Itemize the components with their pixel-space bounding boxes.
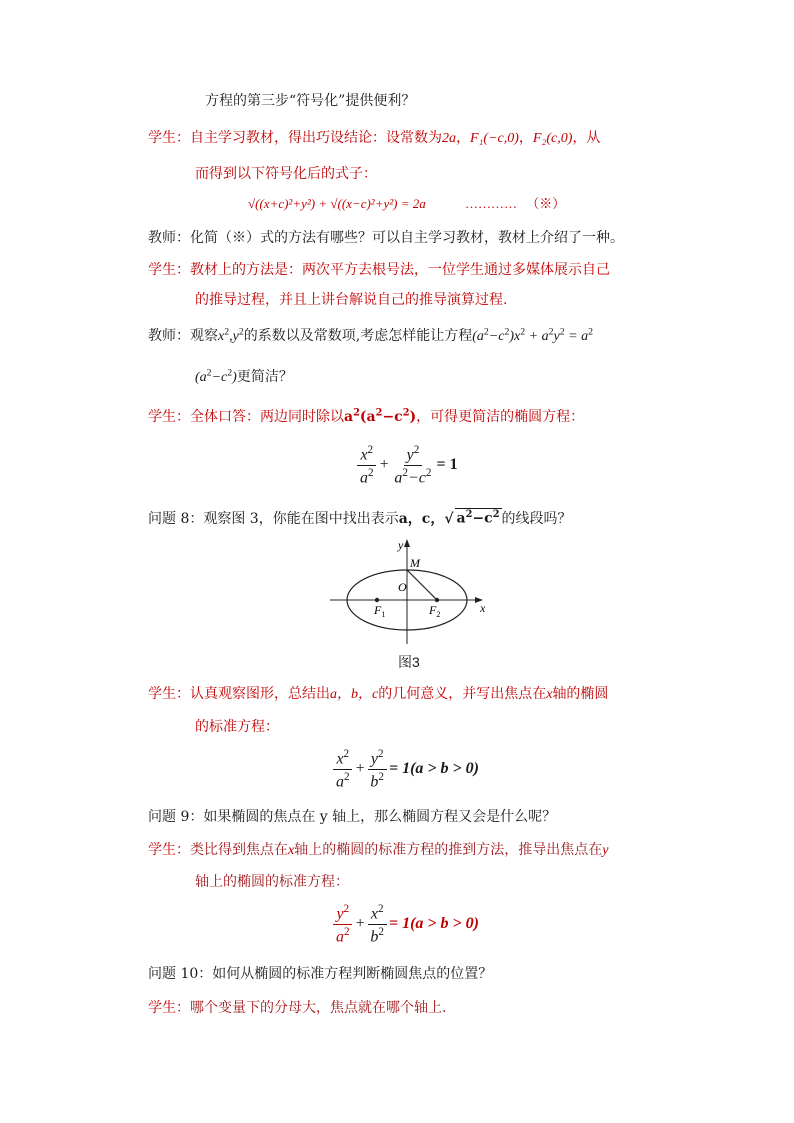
dialog-text-tail: ，从 bbox=[572, 130, 601, 146]
dialog-block-7-line2: 轴上的椭圆的标准方程： bbox=[195, 874, 349, 890]
dialog-text: 认真观察图形，总结出 bbox=[190, 686, 330, 702]
separator: ， bbox=[518, 130, 533, 146]
label-x: x bbox=[480, 601, 486, 615]
dialog-block-3-line2: 的推导过程，并且上讲台解说自己的推导演算过程. bbox=[195, 292, 508, 308]
speaker-label: 学生 bbox=[148, 842, 176, 858]
dialog-block-6: 学生：认真观察图形，总结出a，b，c的几何意义，并写出焦点在x轴的椭圆 bbox=[148, 686, 609, 702]
label-f2: $F_2$ bbox=[429, 603, 441, 619]
speaker-label: 学生 bbox=[148, 686, 176, 702]
dialog-block-1: 学生：自主学习教材，得出巧设结论：设常数为2a，F₁(−c,0)，F₂(c,0)，从 bbox=[148, 130, 601, 146]
dialog-text: 类比得到焦点在 bbox=[190, 842, 288, 858]
math-x: x bbox=[288, 843, 295, 858]
label-o: O bbox=[398, 580, 407, 594]
y-axis-arrow bbox=[404, 539, 410, 547]
question-vars: a，c， bbox=[398, 511, 445, 527]
equation-star-expr: √((x+c)²+y²) + √((x−c)²+y²) = 2a bbox=[248, 196, 426, 211]
math-y: y bbox=[602, 843, 609, 858]
speaker-label: 学生 bbox=[148, 262, 176, 278]
equation-rhs: = 1(a > b > 0) bbox=[388, 915, 479, 933]
segment-m-f2 bbox=[407, 570, 437, 600]
label-y: y bbox=[398, 538, 404, 552]
equation-standard-x: $\frac{x^2}{a^2}$ + $\frac{y^2}{b^2}$ = 1(a > b > 0) bbox=[331, 748, 479, 791]
question-9: 问题 9：如果椭圆的焦点在 y 轴上，那么椭圆方程又会是什么呢？ bbox=[148, 809, 557, 825]
question-8 bbox=[148, 508, 572, 528]
equation-standard-y: $\frac{y^2}{a^2}$ + $\frac{x^2}{b^2}$ = 1(a > b > 0) bbox=[331, 903, 479, 946]
equation-dots: ………… bbox=[465, 196, 517, 211]
math-2a: 2a bbox=[442, 131, 456, 146]
dialog-text: 的系数以及常数项,考虑怎样能让方程 bbox=[243, 328, 473, 344]
dialog-block-4: 教师：观察$x^2,y^2$的系数以及常数项,考虑怎样能让方程$(a^2-c^2)x^2 + a^2y^2 = a^2$ bbox=[148, 326, 593, 344]
dialog-block-1-line2: 而得到以下符号化后的式子： bbox=[195, 166, 377, 182]
dialog-text: 全体口答：两边同时除以 bbox=[190, 409, 344, 425]
dialog-block-6-line2: 的标准方程： bbox=[195, 719, 279, 735]
math-equation-long: $(a^2-c^2)x^2 + a^2y^2 = a^2$ bbox=[472, 326, 593, 344]
dialog-text: 自主学习教材，得出巧设结论：设常数为 bbox=[190, 130, 442, 146]
intro-line: 方程的第三步“符号化”提供便利？ bbox=[205, 93, 416, 109]
math-divisor: $a^2(a^2-c^2)$ bbox=[344, 407, 417, 425]
dialog-block-5: 学生：全体口答：两边同时除以$a^2(a^2-c^2)$，可得更简洁的椭圆方程： bbox=[148, 407, 585, 425]
dialog-text: 教材上的方法是：两次平方去根号法，一位学生通过多媒体展示自己 bbox=[190, 262, 610, 278]
question-text: 的线段吗？ bbox=[501, 511, 572, 527]
dialog-text: 化简（※）式的方法有哪些？可以自主学习教材，教材上介绍了一种。 bbox=[190, 230, 624, 246]
dialog-block-2: 教师：化简（※）式的方法有哪些？可以自主学习教材，教材上介绍了一种。 bbox=[148, 230, 624, 246]
speaker-label: 教师 bbox=[148, 230, 176, 246]
focus-f2-point bbox=[435, 598, 439, 602]
equation-star bbox=[248, 193, 565, 212]
equation-rhs: = 1(a > b > 0) bbox=[388, 760, 479, 778]
dialog-block-3: 学生：教材上的方法是：两次平方去根号法，一位学生通过多媒体展示自己 bbox=[148, 262, 610, 278]
speaker-label: 学生 bbox=[148, 1000, 176, 1016]
dialog-text: ，可得更简洁的椭圆方程： bbox=[416, 409, 585, 425]
dialog-text: 哪个变量下的分母大，焦点就在哪个轴上. bbox=[190, 1000, 447, 1016]
ellipse-figure bbox=[325, 532, 495, 650]
math-sqrt-a2-c2: √ $a^2-c^2$ bbox=[444, 509, 500, 527]
speaker-label: 教师 bbox=[148, 328, 176, 344]
dialog-text: 观察 bbox=[190, 328, 218, 344]
speaker-label: 学生 bbox=[148, 130, 176, 146]
dialog-text: 轴的椭圆 bbox=[552, 686, 609, 702]
equation-mark: （※） bbox=[526, 196, 566, 211]
focus-f1-point bbox=[375, 598, 379, 602]
dialog-block-8: 学生：哪个变量下的分母大，焦点就在哪个轴上. bbox=[148, 1000, 447, 1016]
dialog-block-7: 学生：类比得到焦点在x轴上的椭圆的标准方程的推到方法，推导出焦点在y bbox=[148, 842, 609, 858]
math-vars: a，b，c bbox=[330, 687, 379, 702]
question-text: 问题 8：观察图 3，你能在图中找出表示 bbox=[148, 511, 399, 527]
label-m: M bbox=[410, 556, 420, 570]
math-f1: F₁(−c,0) bbox=[470, 131, 519, 146]
separator: ， bbox=[456, 130, 470, 146]
dialog-text: 的几何意义，并写出焦点在 bbox=[378, 686, 547, 702]
equation-ellipse-simplified: $\frac{x^2}{a^2}$ + $\frac{y^2}{a^2-c^2}$ = 1 bbox=[355, 444, 458, 487]
dialog-block-4-line2 bbox=[195, 366, 293, 386]
math-a2-c2: $(a^2-c^2)$ bbox=[195, 367, 237, 385]
label-f1: $F_1$ bbox=[374, 603, 386, 619]
math-x: x bbox=[546, 687, 553, 702]
math-x2y2: $x^2,y^2$ bbox=[218, 326, 244, 344]
speaker-label: 学生 bbox=[148, 409, 176, 425]
math-f2: F₂(c,0) bbox=[532, 131, 573, 146]
dialog-text: 轴上的椭圆的标准方程的推到方法，推导出焦点在 bbox=[294, 842, 603, 858]
question-10: 问题 10：如何从椭圆的标准方程判断椭圆焦点的位置？ bbox=[148, 966, 493, 982]
figure-caption: 图3 bbox=[398, 654, 420, 670]
dialog-text: 更简洁？ bbox=[236, 369, 293, 385]
